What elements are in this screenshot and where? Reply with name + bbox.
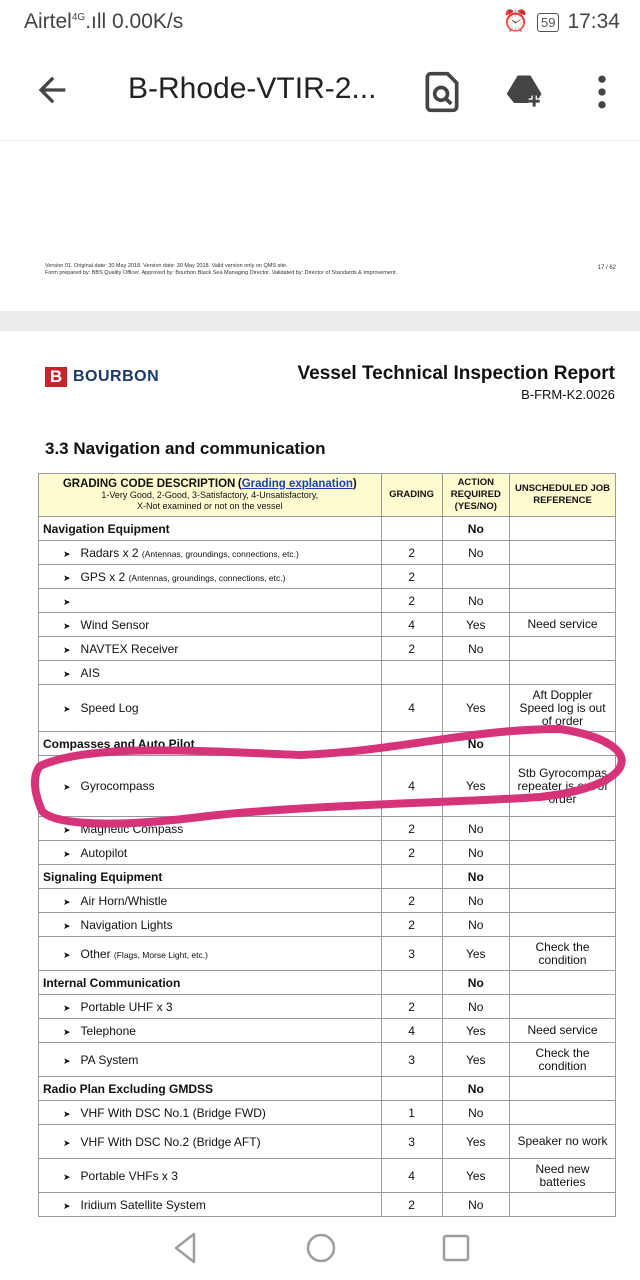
job-reference-cell [510, 971, 616, 995]
table-row [39, 661, 616, 685]
item-name [39, 517, 382, 541]
item-name [39, 541, 382, 565]
page-footer [45, 263, 397, 277]
section-heading: 3.3 Navigation and communication [45, 439, 326, 458]
table-row [39, 995, 616, 1019]
item-name [39, 1077, 382, 1101]
action-cell: No [442, 1077, 509, 1101]
document-title: B-Rhode-VTIR-2... [128, 72, 377, 105]
job-reference-cell: Check the condition [510, 1043, 616, 1077]
action-cell: Yes [442, 937, 509, 971]
grade-cell: 2 [381, 889, 442, 913]
grade-cell: 3 [381, 1125, 442, 1159]
item-note: (Antennas, groundings, connections, etc.) [128, 572, 286, 583]
action-cell: No [442, 841, 509, 865]
back-triangle-icon[interactable] [170, 1230, 198, 1266]
grade-cell: 2 [381, 637, 442, 661]
job-reference-cell: Check the condition [510, 937, 616, 971]
desc-line-1: 1-Very Good, 2-Good, 3-Satisfactory, 4-Unsatisfactory, [101, 489, 319, 500]
table-row [39, 1159, 616, 1193]
item-label: Navigation Equipment [43, 521, 170, 536]
action-cell: Yes [442, 685, 509, 732]
grade-cell: 2 [381, 913, 442, 937]
job-reference-cell [510, 541, 616, 565]
item-label: Gyrocompass [80, 779, 155, 793]
desc-title: GRADING CODE DESCRIPTION [62, 477, 236, 490]
action-cell: No [442, 637, 509, 661]
job-reference-cell [510, 841, 616, 865]
item-label: Air Horn/Whistle [80, 893, 168, 908]
job-reference-cell [510, 1101, 616, 1125]
app-bar [0, 44, 640, 140]
item-label: VHF With DSC No.1 (Bridge FWD) [80, 1105, 266, 1120]
action-cell: Yes [442, 1125, 509, 1159]
action-cell: Yes [442, 613, 509, 637]
grade-cell: 2 [381, 565, 442, 589]
item-name [39, 913, 382, 937]
table-row [39, 565, 616, 589]
item-name [39, 1159, 382, 1193]
category-row [39, 517, 616, 541]
grading-explanation-link[interactable]: Grading explanation [241, 477, 353, 490]
grade-cell [381, 661, 442, 685]
page-number: 17 / 62 [597, 265, 616, 271]
action-cell: No [442, 1101, 509, 1125]
table-row [39, 613, 616, 637]
grade-cell: 4 [381, 613, 442, 637]
table-row [39, 937, 616, 971]
item-label: Other [80, 946, 111, 961]
table-row [39, 913, 616, 937]
action-cell: No [442, 817, 509, 841]
recents-square-icon[interactable] [440, 1230, 472, 1266]
action-cell: No [442, 971, 509, 995]
action-cell [442, 565, 509, 589]
action-cell: No [442, 541, 509, 565]
alarm-icon: ⏰ [502, 10, 529, 33]
home-circle-icon[interactable] [303, 1230, 339, 1266]
footer-line-2: Form prepared by: BBS Quality Officer. Approved by: Bourbon Black Sea Managing Director. Validated by: Director of Standards & Improvement. [45, 270, 397, 276]
item-note: (Antennas, groundings, connections, etc.) [141, 548, 299, 559]
item-name [39, 889, 382, 913]
category-row [39, 1077, 616, 1101]
item-name [39, 971, 382, 995]
job-reference-cell: Speaker no work [510, 1125, 616, 1159]
grade-cell [381, 732, 442, 756]
grade-cell: 4 [381, 685, 442, 732]
table-row [39, 756, 616, 817]
previous-page [0, 141, 640, 311]
grade-cell: 1 [381, 1101, 442, 1125]
item-name [39, 995, 382, 1019]
table-row [39, 1125, 616, 1159]
action-cell: No [442, 913, 509, 937]
grade-cell [381, 517, 442, 541]
table-row [39, 541, 616, 565]
job-reference-cell: Stb Gyrocompas repeater is out of order [510, 756, 616, 817]
job-reference-cell [510, 517, 616, 541]
job-reference-cell [510, 817, 616, 841]
category-row [39, 971, 616, 995]
grade-cell: 4 [381, 1159, 442, 1193]
item-note: (Flags, Morse Light, etc.) [113, 949, 208, 960]
item-name [39, 841, 382, 865]
item-label: NAVTEX Receiver [80, 641, 179, 656]
action-required-header: ACTION REQUIRED (YES/NO) [442, 474, 509, 517]
action-cell: No [442, 889, 509, 913]
network-speed: 0.00K/s [112, 10, 184, 33]
item-name [39, 865, 382, 889]
item-label: GPS x 2 [80, 569, 126, 584]
action-cell: No [442, 517, 509, 541]
item-name [39, 756, 382, 817]
signal-icon: .ıll [85, 10, 107, 33]
action-cell: Yes [442, 1043, 509, 1077]
system-nav-bar [0, 1218, 640, 1280]
grading-code-description: GRADING CODE DESCRIPTION (Grading explanation) 1-Very Good, 2-Good, 3-Satisfactory, 4-Unsatisfactory, X-Not examined or not on the vessel [39, 474, 382, 517]
item-name [39, 1193, 382, 1217]
job-reference-cell [510, 1077, 616, 1101]
item-label: Telephone [80, 1023, 136, 1038]
item-label: Wind Sensor [80, 617, 150, 632]
table-row [39, 1043, 616, 1077]
status-bar [0, 0, 640, 44]
add-to-drive-icon[interactable] [503, 70, 547, 114]
find-in-page-icon[interactable] [420, 70, 464, 114]
item-label: Internal Communication [43, 975, 181, 990]
item-name [39, 613, 382, 637]
job-reference-cell [510, 889, 616, 913]
action-cell: Yes [442, 1019, 509, 1043]
table-row [39, 1019, 616, 1043]
grade-cell: 4 [381, 756, 442, 817]
item-label: Signaling Equipment [43, 869, 163, 884]
action-cell: Yes [442, 756, 509, 817]
table-header [39, 474, 616, 517]
item-label: Speed Log [80, 701, 139, 715]
item-label: PA System [80, 1052, 139, 1067]
item-label: VHF With DSC No.2 (Bridge AFT) [80, 1134, 261, 1149]
item-label: Portable VHFs x 3 [80, 1168, 178, 1183]
job-reference-cell: Need service [510, 1019, 616, 1043]
action-cell: No [442, 732, 509, 756]
item-name [39, 1019, 382, 1043]
grade-cell [381, 971, 442, 995]
grade-cell: 2 [381, 995, 442, 1019]
item-name [39, 661, 382, 685]
action-cell: No [442, 1193, 509, 1217]
grade-cell: 2 [381, 817, 442, 841]
item-name [39, 817, 382, 841]
category-row [39, 732, 616, 756]
job-reference-cell [510, 995, 616, 1019]
job-reference-cell [510, 661, 616, 685]
item-label: Magnetic Compass [80, 821, 184, 836]
grade-cell: 2 [381, 541, 442, 565]
job-reference-cell [510, 589, 616, 613]
item-label: Radars x 2 [80, 545, 139, 560]
item-name [39, 732, 382, 756]
table-row [39, 685, 616, 732]
battery-icon: 59 [537, 13, 559, 32]
table-row [39, 1193, 616, 1217]
grade-cell: 3 [381, 937, 442, 971]
grade-cell: 2 [381, 841, 442, 865]
bourbon-logo [45, 367, 159, 387]
action-cell: No [442, 589, 509, 613]
item-name [39, 1043, 382, 1077]
table-row [39, 889, 616, 913]
category-row [39, 865, 616, 889]
item-label: Portable UHF x 3 [80, 999, 173, 1014]
grade-cell [381, 1077, 442, 1101]
desc-line-2: X-Not examined or not on the vessel [136, 500, 283, 511]
pdf-viewer[interactable] [0, 141, 640, 1218]
item-name [39, 1125, 382, 1159]
logo-text: BOURBON [73, 368, 160, 385]
item-label: Autopilot [80, 845, 128, 860]
job-reference-cell [510, 565, 616, 589]
table-row [39, 817, 616, 841]
job-reference-cell: Need service [510, 613, 616, 637]
job-reference-cell [510, 732, 616, 756]
item-label: Compasses and Auto Pilot [43, 736, 195, 751]
item-name [39, 685, 382, 732]
report-page [0, 331, 640, 1218]
report-title: Vessel Technical Inspection Report [297, 363, 615, 384]
carrier-info [24, 10, 183, 34]
item-label: Iridium Satellite System [80, 1197, 206, 1212]
table-row [39, 589, 616, 613]
item-label: AIS [80, 665, 100, 680]
job-reference-cell: Need new batteries [510, 1159, 616, 1193]
job-reference-cell [510, 865, 616, 889]
job-reference-cell [510, 637, 616, 661]
item-name [39, 565, 382, 589]
footer-line-1: Version 01. Original date: 30 May 2018. Version date: 30 May 2018. Valid version only on QMS site. [45, 263, 288, 269]
action-cell: Yes [442, 1159, 509, 1193]
carrier-name: Airtel [24, 10, 72, 33]
grade-cell: 4 [381, 1019, 442, 1043]
action-cell: No [442, 995, 509, 1019]
network-type: 4G [71, 12, 86, 23]
logo-mark: B [45, 367, 67, 387]
table-row [39, 841, 616, 865]
grade-cell: 2 [381, 589, 442, 613]
action-cell: No [442, 865, 509, 889]
grade-cell: 2 [381, 1193, 442, 1217]
item-name [39, 937, 382, 971]
grading-header: GRADING [381, 474, 442, 517]
item-label: Navigation Lights [80, 917, 173, 932]
job-reference-header: UNSCHEDULED JOB REFERENCE [510, 474, 616, 517]
more-vert-icon[interactable] [580, 70, 624, 114]
action-cell [442, 661, 509, 685]
job-reference-cell: Aft Doppler Speed log is out of order [510, 685, 616, 732]
item-name [39, 637, 382, 661]
job-reference-cell [510, 913, 616, 937]
item-name [39, 589, 382, 613]
item-label: Radio Plan Excluding GMDSS [43, 1081, 214, 1096]
grade-cell [381, 865, 442, 889]
time: 17:34 [567, 10, 620, 33]
table-row [39, 637, 616, 661]
inspection-table [38, 473, 616, 1217]
grade-cell: 3 [381, 1043, 442, 1077]
back-arrow-icon[interactable] [32, 70, 72, 110]
item-name [39, 1101, 382, 1125]
report-code: B-FRM-K2.0026 [521, 387, 615, 402]
job-reference-cell [510, 1193, 616, 1217]
table-row [39, 1101, 616, 1125]
